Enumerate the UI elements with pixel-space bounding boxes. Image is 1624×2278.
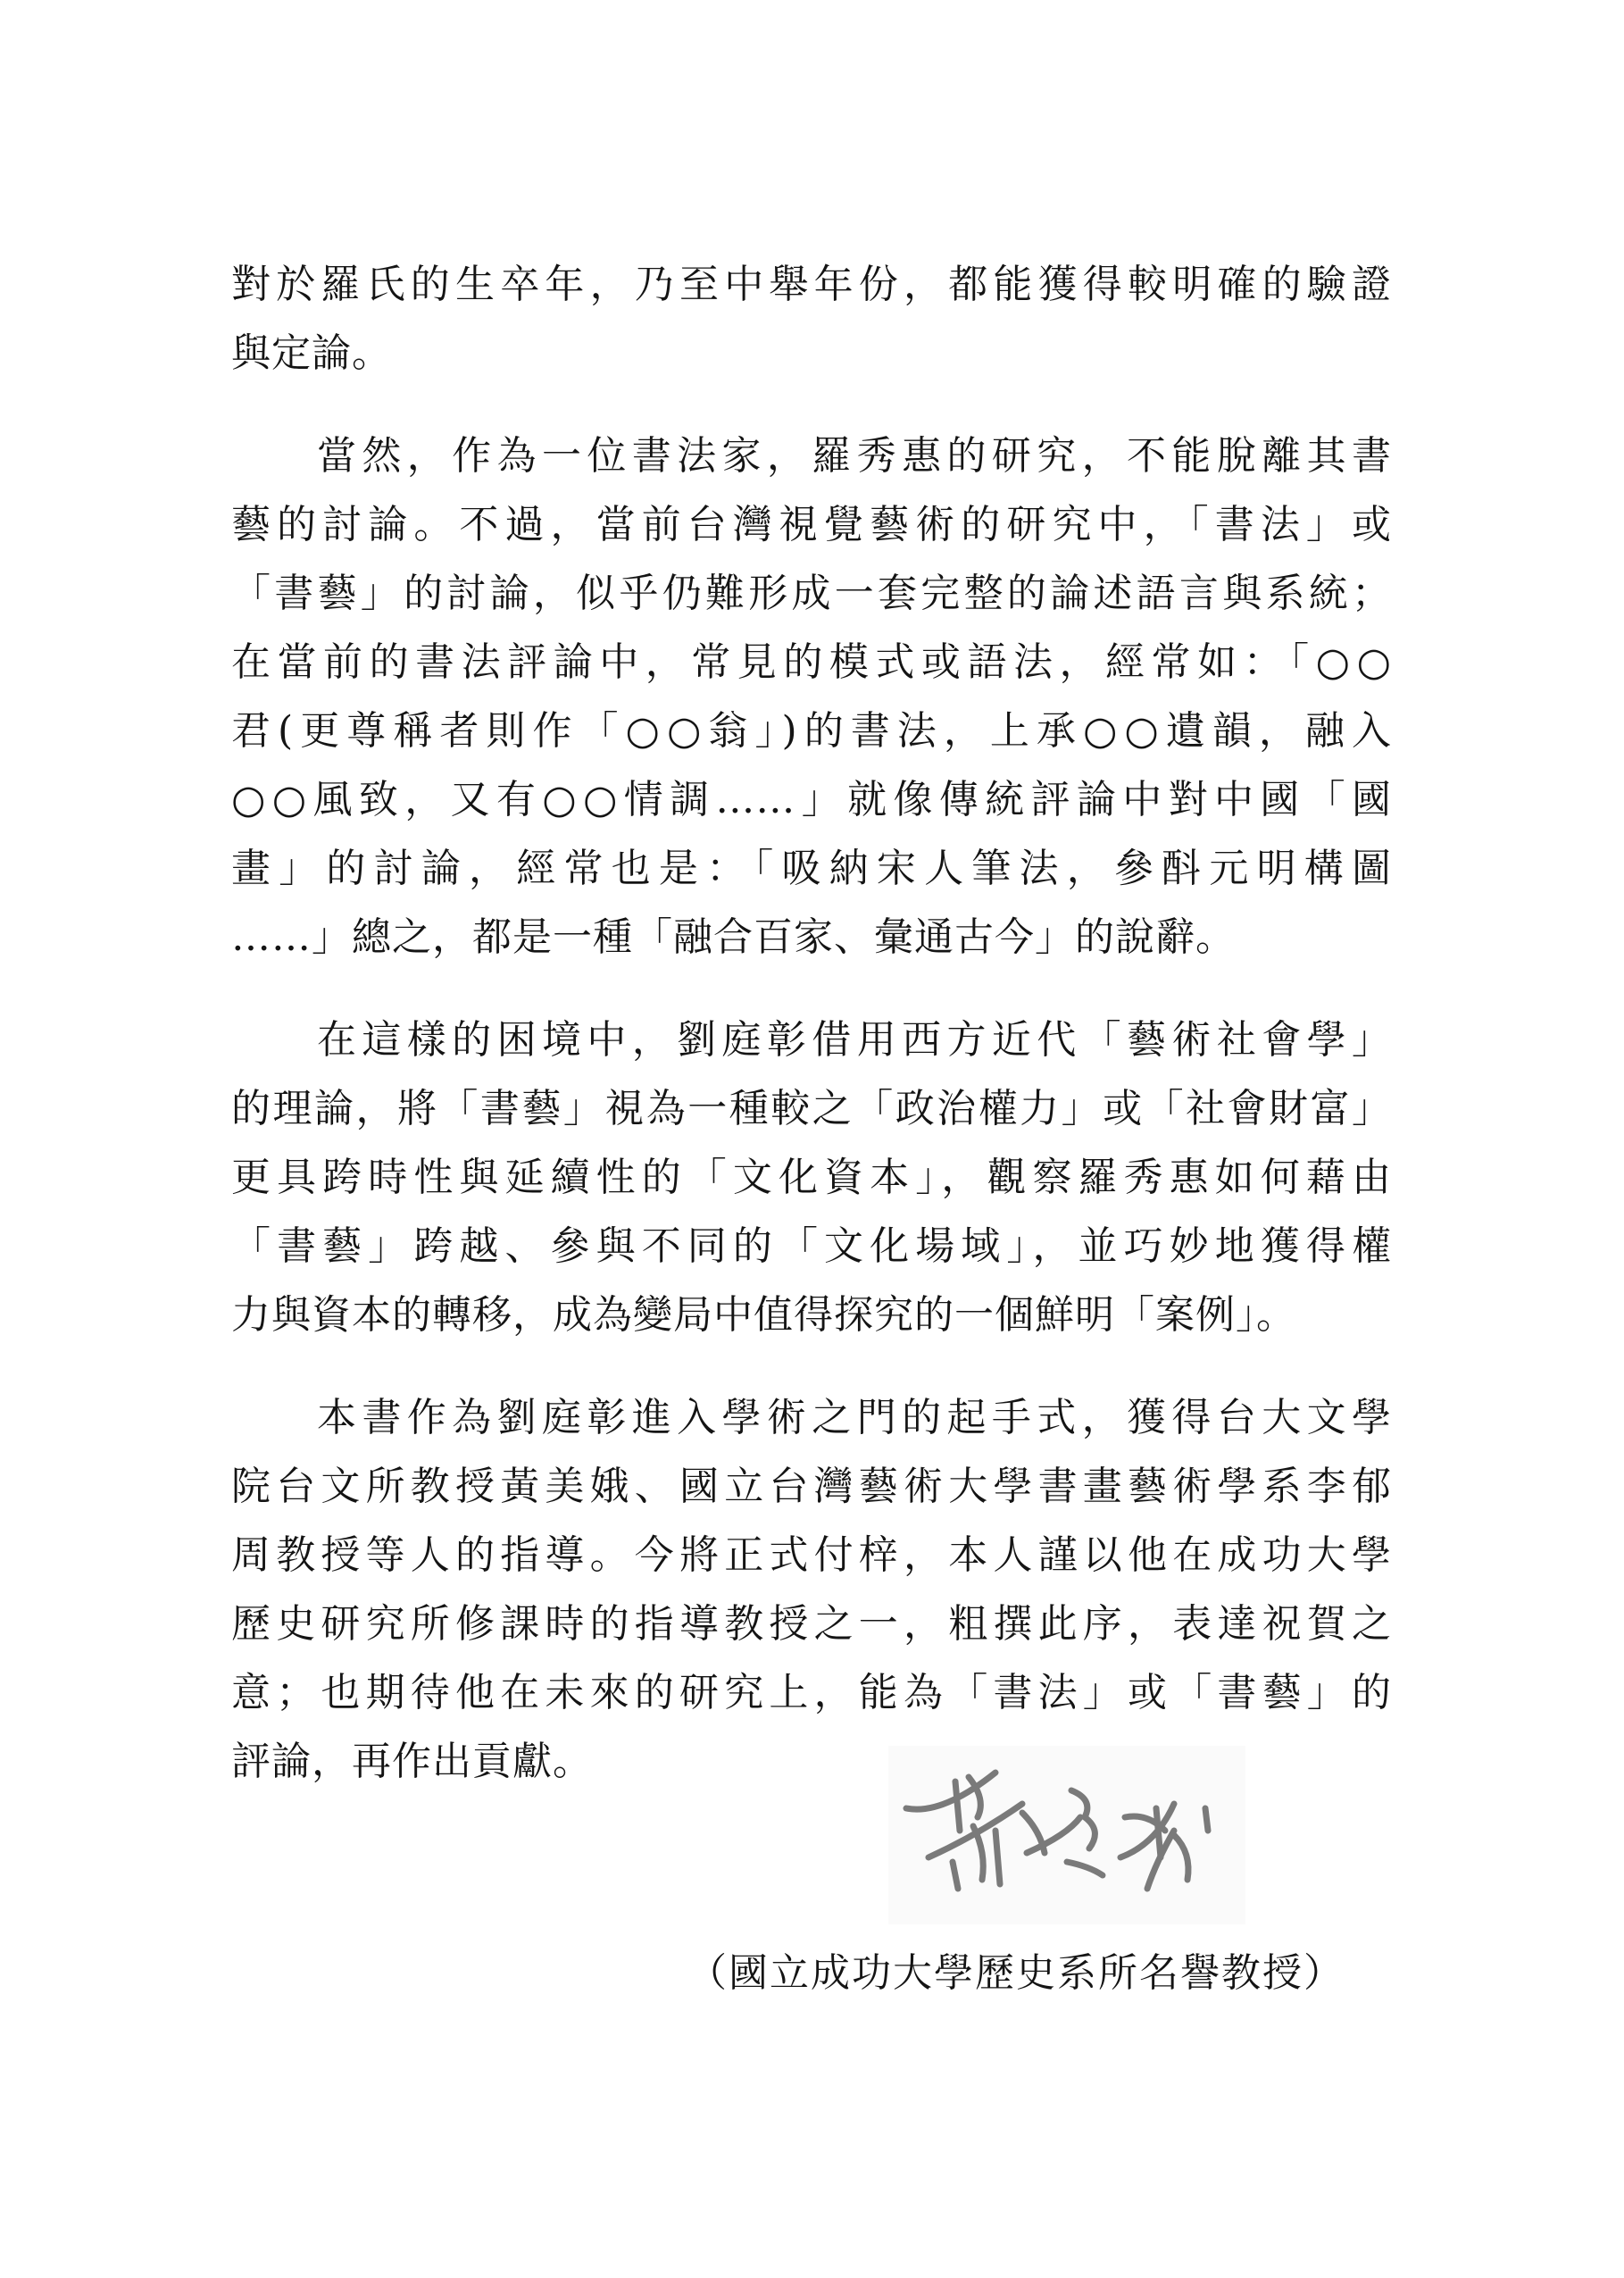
paragraph-3 [231, 1005, 1392, 1349]
signature [888, 1746, 1245, 1924]
body-text [231, 250, 1392, 1830]
text-line: 當然，作為一位書法家，羅秀惠的研究，不能脫離其書 [317, 433, 1392, 479]
text-line: 力與資本的轉移，成為變局中值得探究的一個鮮明「案例」。 [231, 1292, 1296, 1338]
text-line: 對於羅氏的生卒年，乃至中舉年份，都能獲得較明確的驗證 [231, 262, 1392, 307]
text-line: 歷史研究所修課時的指導教授之一，粗撰此序，表達祝賀之 [231, 1601, 1392, 1647]
text-line: ……」總之，都是一種「融合百家、彙通古今」的說辭。 [231, 914, 1236, 960]
text-line: 周教授等人的指導。今將正式付梓，本人謹以他在成功大學 [231, 1532, 1392, 1578]
text-line: 藝的討論。不過，當前台灣視覺藝術的研究中，「書法」或 [231, 502, 1392, 547]
text-line: 的理論，將「書藝」視為一種較之「政治權力」或「社會財富」 [231, 1086, 1392, 1131]
text-line: 評論，再作出貢獻。 [231, 1739, 593, 1784]
paragraph-4 [231, 1383, 1392, 1796]
text-line: 更具跨時性與延續性的「文化資本」，觀察羅秀惠如何藉由 [231, 1155, 1392, 1200]
text-line: 院台文所教授黃美娥、國立台灣藝術大學書畫藝術學系李郁 [231, 1464, 1392, 1509]
author-affiliation: （國立成功大學歷史系所名譽教授） [687, 1950, 1345, 1996]
handwritten-signature-icon [888, 1746, 1245, 1924]
text-line: 在這樣的困境中，劉庭彰借用西方近代「藝術社會學」 [317, 1017, 1392, 1063]
text-line: 君(更尊稱者則作「○○翁」)的書法，上承○○遺韻，融入 [231, 708, 1392, 754]
text-line: ○○風致，又有○○情調……」就像傳統評論中對中國「國 [231, 777, 1392, 822]
text-line: 「書藝」跨越、參與不同的「文化場域」，並巧妙地獲得權 [231, 1223, 1392, 1269]
text-line: 畫」的討論，經常也是：「吸納宋人筆法，參酙元明構圖 [231, 846, 1392, 891]
paragraph-1 [231, 250, 1392, 388]
text-line: 在當前的書法評論中，常見的模式或語法，經常如：「○○ [231, 639, 1392, 685]
text-line: 與定論。 [231, 330, 392, 376]
text-line: 意；也期待他在未來的研究上，能為「書法」或「書藝」的 [231, 1670, 1392, 1715]
text-line: 「書藝」的討論，似乎仍難形成一套完整的論述語言與系統； [231, 571, 1392, 616]
paragraph-2 [231, 421, 1392, 972]
text-line: 本書作為劉庭彰進入學術之門的起手式，獲得台大文學 [317, 1395, 1392, 1440]
